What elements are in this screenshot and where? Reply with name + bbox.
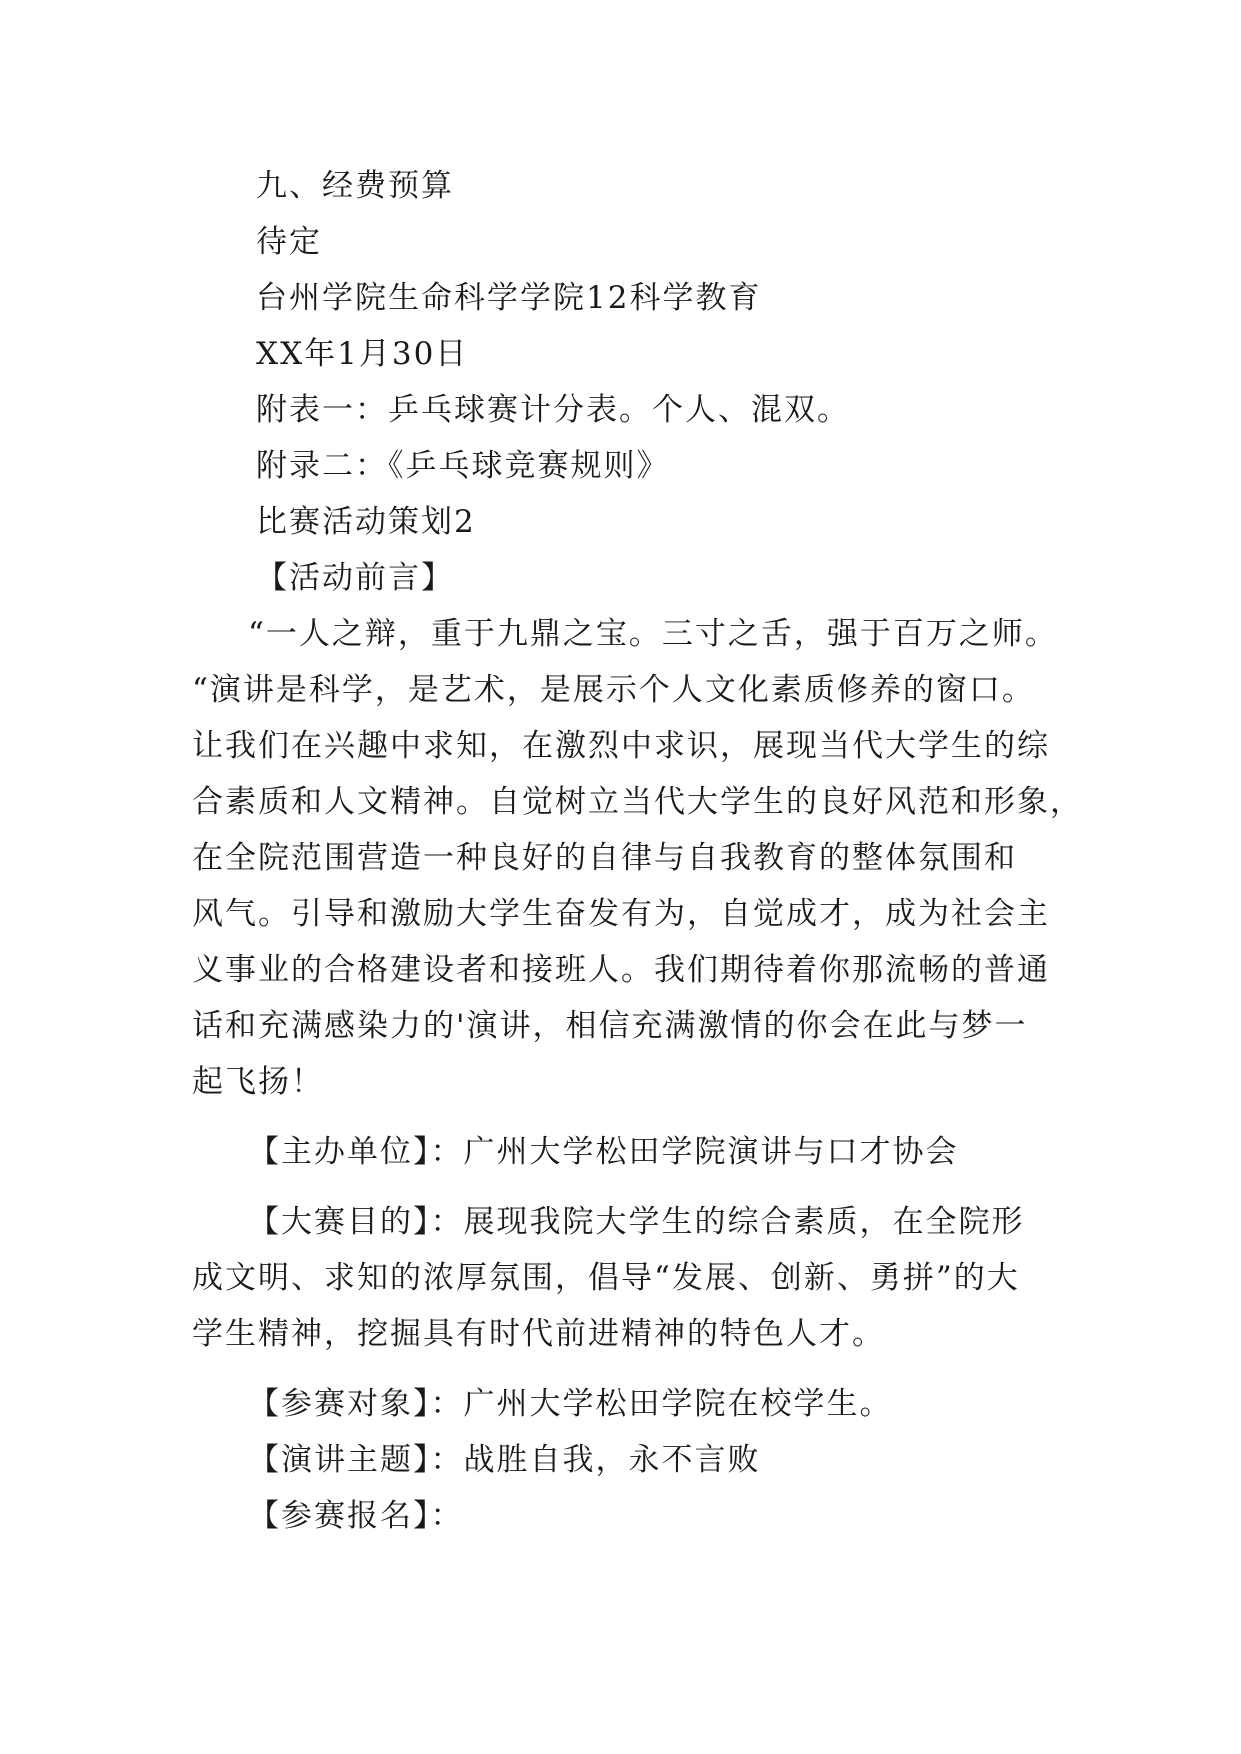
paragraph-line: 义事业的合格建设者和接班人。我们期待着你那流畅的普通: [192, 952, 1050, 988]
paragraph-line: 成文明、求知的浓厚氛围，倡导“发展、创新、勇拼”的大: [192, 1260, 1020, 1296]
plan-title: 比赛活动策划2: [256, 504, 476, 540]
date-line: XX年1月30日: [256, 336, 469, 372]
appendix-one: 附表一：乒乓球赛计分表。个人、混双。: [256, 392, 850, 428]
paragraph-line: 合素质和人文精神。自觉树立当代大学生的良好风范和形象，: [192, 784, 1083, 820]
appendix-two: 附录二：《乒乓球竞赛规则》: [256, 448, 670, 484]
paragraph-line: 风气。引导和激励大学生奋发有为，自觉成才，成为社会主: [192, 896, 1050, 932]
section-heading-budget: 九、经费预算: [256, 168, 454, 204]
paragraph-line: “演讲是科学，是艺术，是展示个人文化素质修养的窗口。: [192, 672, 1035, 708]
paragraph-line: 学生精神，挖掘具有时代前进精神的特色人才。: [192, 1316, 885, 1352]
paragraph-line: 在全院范围营造一种良好的自律与自我教育的整体氛围和: [192, 840, 1017, 876]
organization-line: 台州学院生命科学学院12科学教育: [256, 280, 762, 316]
budget-value: 待定: [256, 224, 322, 260]
registration-line: 【参赛报名】：: [248, 1498, 464, 1534]
paragraph-line: 话和充满感染力的'演讲，相信充满激情的你会在此与梦一: [192, 1008, 1028, 1044]
theme-line: 【演讲主题】：战胜自我，永不言败: [248, 1442, 761, 1478]
section-heading-preface: 【活动前言】: [256, 560, 454, 596]
purpose-line: 【大赛目的】：展现我院大学生的综合素质，在全院形: [248, 1204, 1025, 1240]
paragraph-line: 让我们在兴趣中求知，在激烈中求识，展现当代大学生的综: [192, 728, 1050, 764]
paragraph-line: “一人之辩，重于九鼎之宝。三寸之舌，强于百万之师。: [248, 616, 1058, 652]
paragraph-line: 起飞扬！: [192, 1064, 324, 1100]
organizer-line: 【主办单位】：广州大学松田学院演讲与口才协会: [248, 1134, 959, 1170]
participants-line: 【参赛对象】：广州大学松田学院在校学生。: [248, 1386, 893, 1422]
